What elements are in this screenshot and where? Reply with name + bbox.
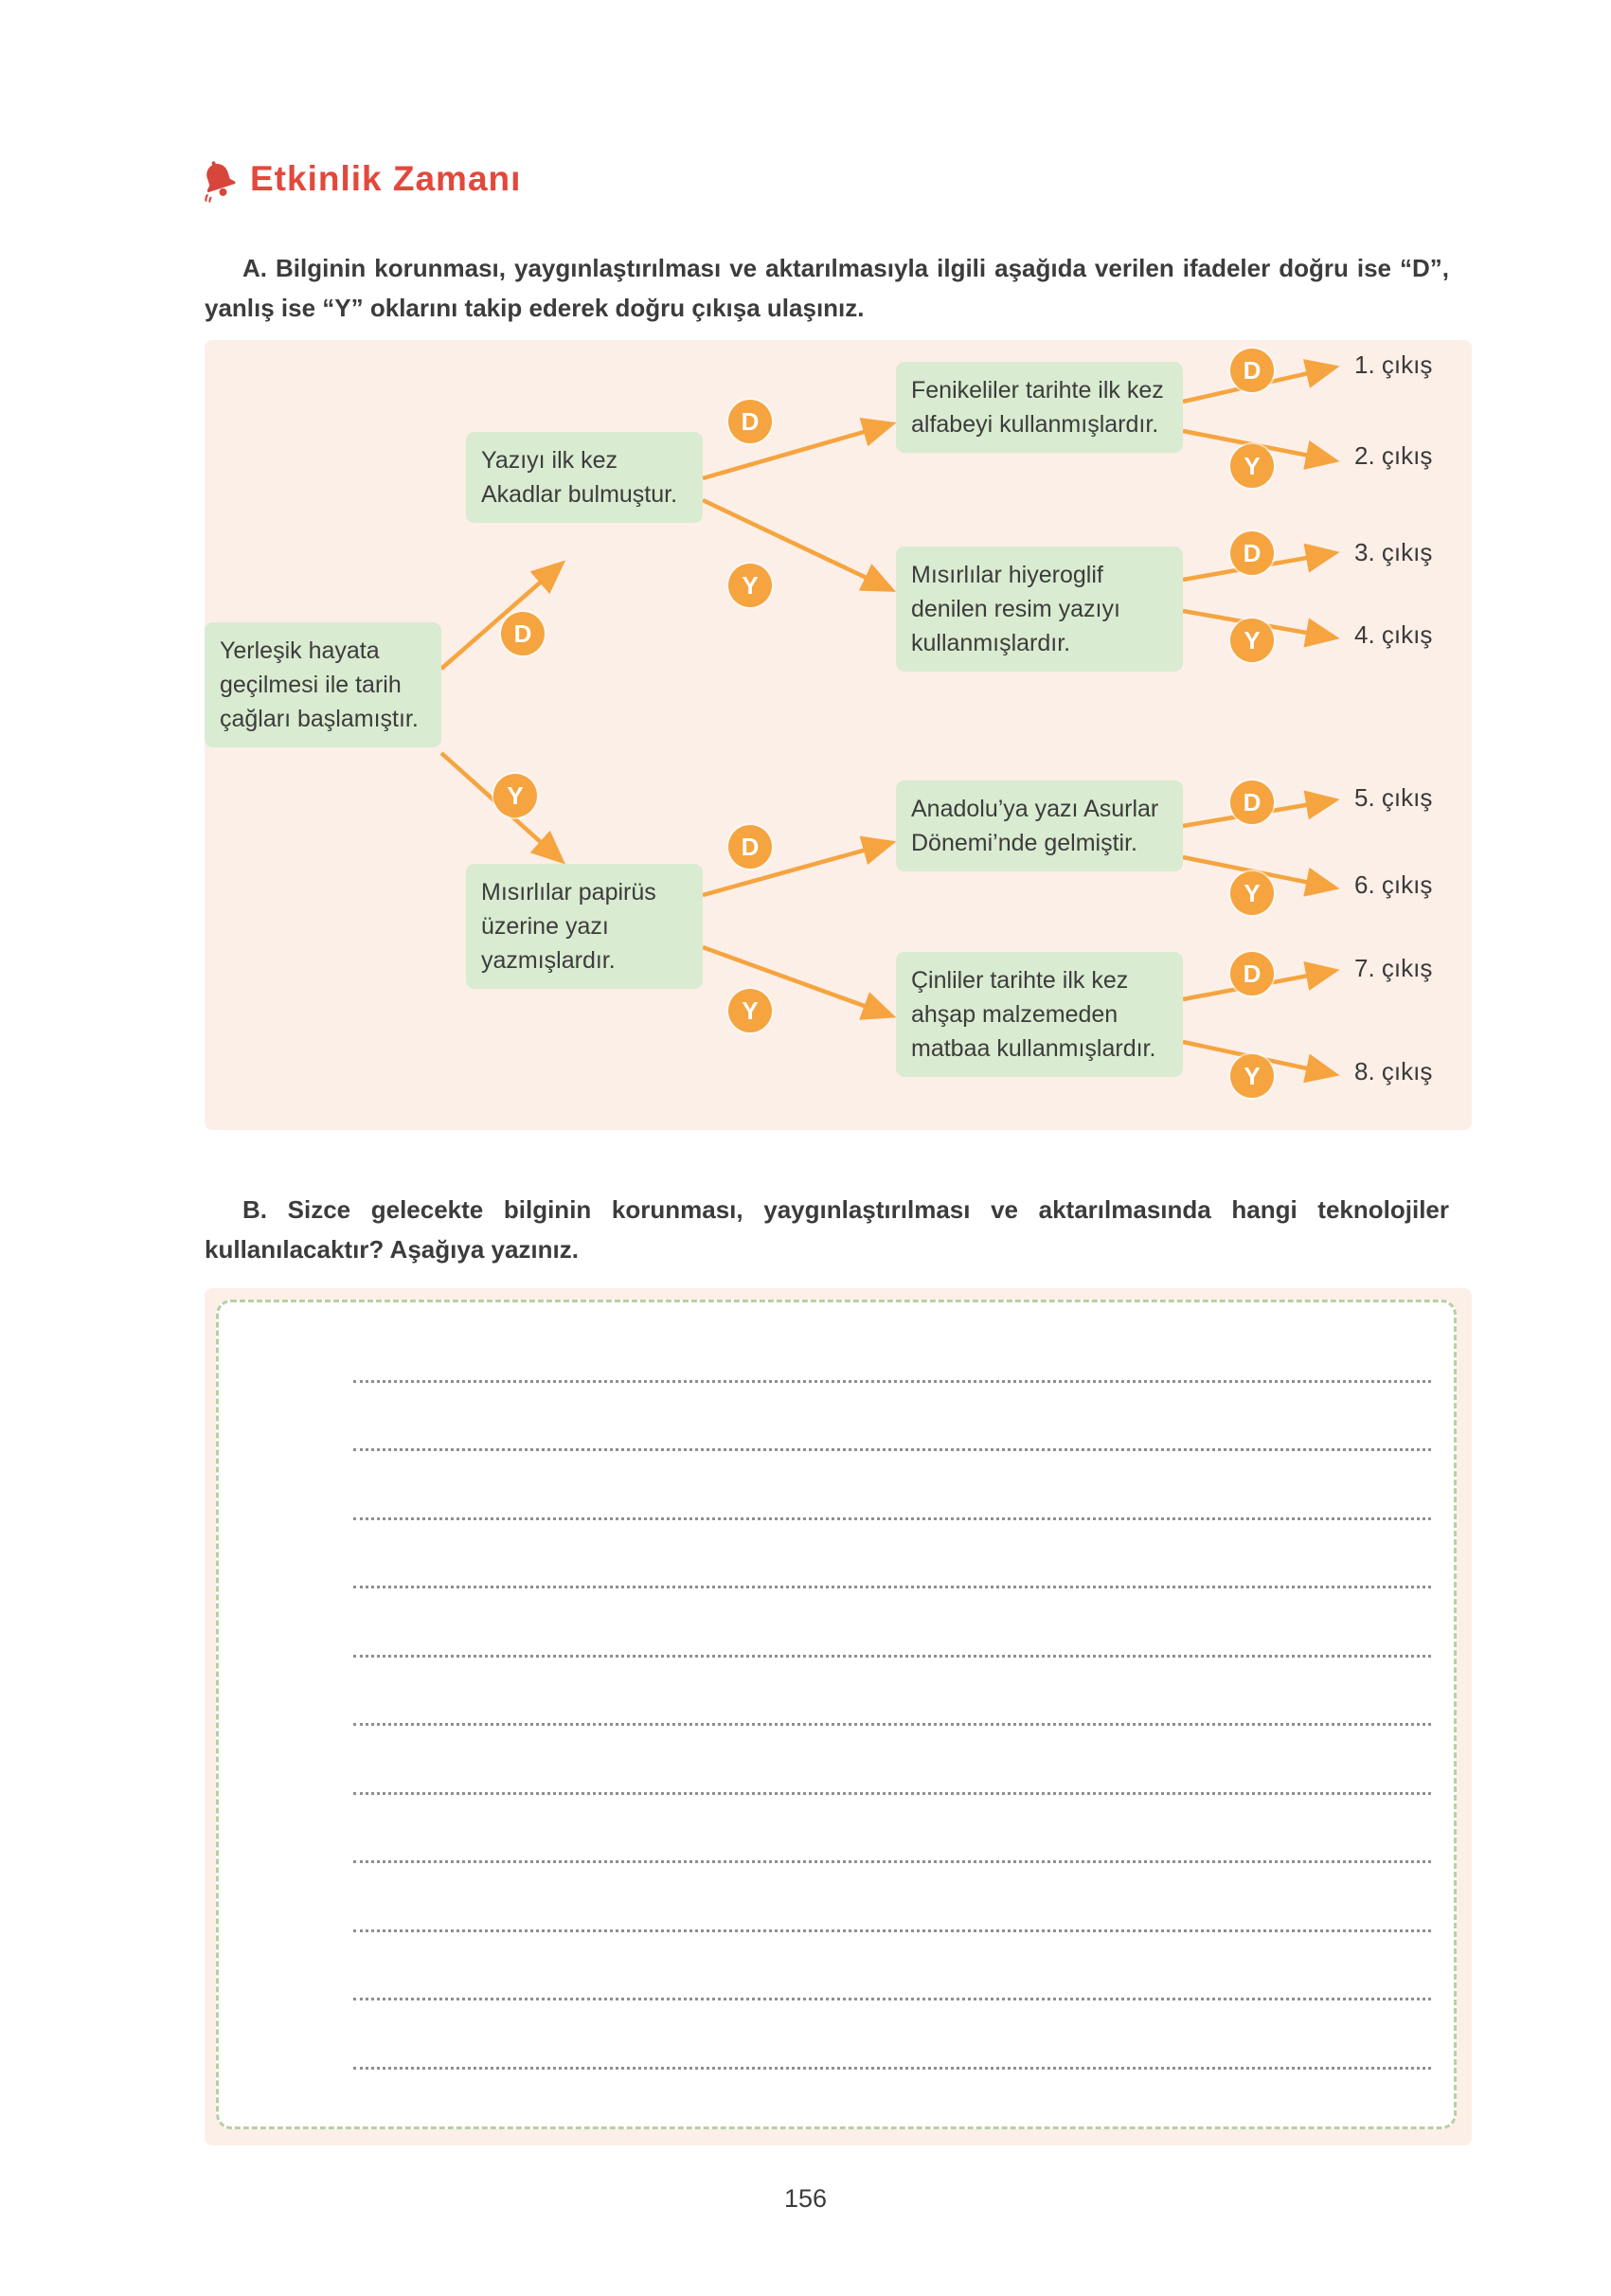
arrow-root-d <box>441 565 561 669</box>
ruled-line <box>353 2000 1431 2070</box>
exit-label-4: 4. çıkış <box>1354 620 1433 649</box>
exit-label-5: 5. çıkış <box>1354 783 1433 812</box>
ruled-line <box>353 1795 1431 1864</box>
ruled-line <box>353 1932 1431 2001</box>
exit-label-1: 1. çıkış <box>1354 350 1433 379</box>
badge-papirus-y: Y <box>728 989 772 1032</box>
page-number: 156 <box>783 2184 828 2213</box>
ruled-line <box>353 1314 1431 1383</box>
ruled-line <box>353 1588 1431 1658</box>
decision-tree-panel <box>205 340 1472 1130</box>
exit-label-7: 7. çıkış <box>1354 954 1433 982</box>
badge-asur-y: Y <box>1230 871 1274 915</box>
badge-papirus-d: D <box>728 825 772 869</box>
badge-fenike-d: D <box>1230 349 1274 392</box>
statement-cin: Çinliler tarihte ilk kez ahşap malzemeden matbaa kullanmışlardır. <box>896 952 1183 1077</box>
ruled-line <box>353 1383 1431 1452</box>
section-a-instructions: A. Bilginin korunması, yaygınlaştırılması ve aktarılmasıyla ilgili aşağıda verilen ifadeler doğru ise “D”, yanlış ise “Y” oklarını takip ederek doğru çıkışa ulaşınız. <box>205 254 1449 323</box>
badge-hiyeroglif-d: D <box>1230 531 1274 575</box>
badge-akadlar-y: Y <box>728 564 772 607</box>
bell-icon <box>191 152 246 206</box>
badge-root-y: Y <box>493 774 537 817</box>
ruled-line <box>353 1863 1431 1932</box>
ruled-lines <box>353 1314 1431 2070</box>
statement-akadlar: Yazıyı ilk kez Akadlar bulmuştur. <box>466 432 703 523</box>
ruled-line <box>353 1520 1431 1589</box>
answer-panel <box>205 1288 1472 2145</box>
writing-area[interactable] <box>216 1300 1457 2129</box>
statement-hiyeroglif: Mısırlılar hiyeroglif denilen resim yazıyı kullanmışlardır. <box>896 547 1183 672</box>
statement-fenike: Fenikeliler tarihte ilk kez alfabeyi kullanmışlardır. <box>896 362 1183 453</box>
exit-label-2: 2. çıkış <box>1354 441 1433 470</box>
badge-asur-d: D <box>1230 780 1274 824</box>
ruled-line <box>353 1451 1431 1520</box>
exit-label-8: 8. çıkış <box>1354 1057 1433 1085</box>
statement-papirus: Mısırlılar papirüs üzerine yazı yazmışlardır. <box>466 864 703 989</box>
badge-akadlar-d: D <box>728 400 772 443</box>
badge-fenike-y: Y <box>1230 444 1274 488</box>
badge-cin-y: Y <box>1230 1054 1274 1098</box>
ruled-line <box>353 1726 1431 1795</box>
badge-hiyeroglif-y: Y <box>1230 619 1274 662</box>
statement-root: Yerleşik hayata geçilmesi ile tarih çağları başlamıştır. <box>205 622 441 747</box>
exit-label-3: 3. çıkış <box>1354 538 1433 566</box>
section-b-question: B. Sizce gelecekte bilginin korunması, yaygınlaştırılması ve aktarılmasında hangi teknolojiler kullanılacaktır? Aşağıya yazınız. <box>205 1195 1449 1265</box>
ruled-line <box>353 1658 1431 1727</box>
activity-title: Etkinlik Zamanı <box>250 159 522 198</box>
exit-label-6: 6. çıkış <box>1354 870 1433 899</box>
badge-root-d: D <box>501 612 545 655</box>
statement-asur: Anadolu’ya yazı Asurlar Dönemi’nde gelmiştir. <box>896 780 1183 871</box>
badge-cin-d: D <box>1230 952 1274 996</box>
activity-header <box>197 157 521 201</box>
